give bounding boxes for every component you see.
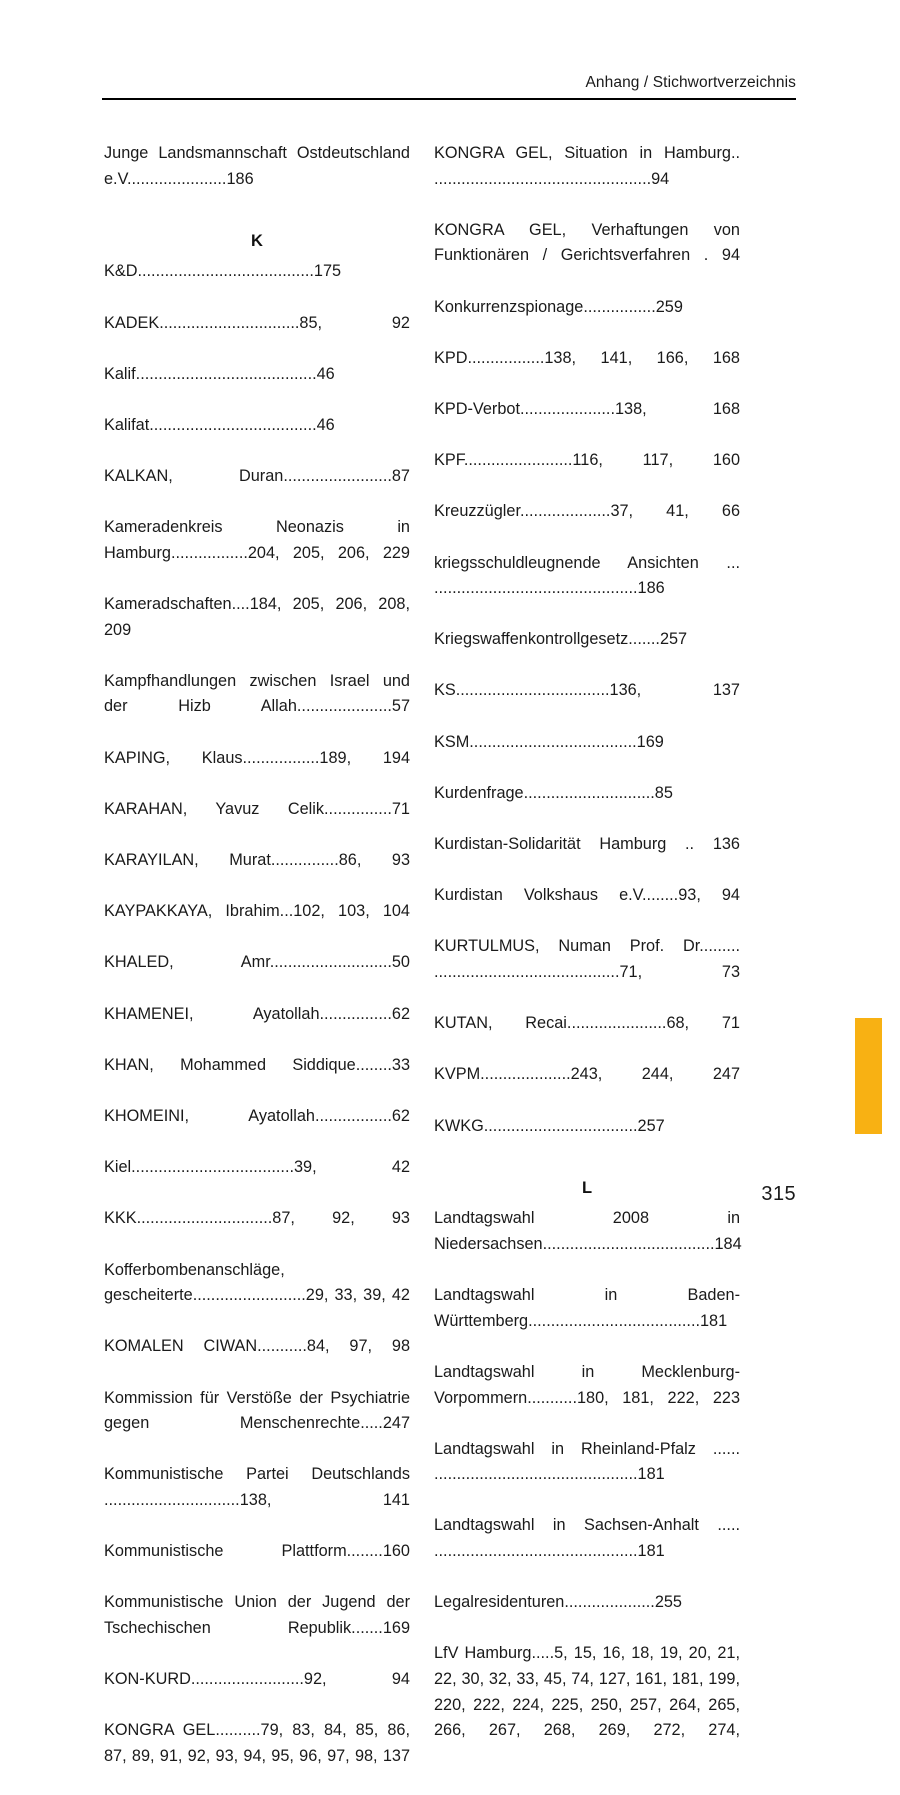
index-entry: KPD-Verbot.....................138, 168 [434, 399, 740, 418]
index-entry: Landtagswahl in Baden-Württemberg......................................181 [434, 1286, 740, 1330]
index-entry: KS..................................136, 137 [434, 681, 740, 700]
index-entry: KHALED, Amr...........................50 [104, 953, 410, 972]
index-entry: Kommunistische Partei Deutschlands ..............................138, 141 [104, 1465, 410, 1509]
index-entry: Kampfhandlungen zwischen Israel und der Hizb Allah.....................57 [104, 671, 410, 716]
index-entry: Kurdistan-Solidarität Hamburg .. 136 [434, 835, 740, 854]
index-entry: Kriegswaffenkontrollgesetz.......257 [434, 630, 688, 649]
index-entry: Landtagswahl 2008 in Niedersachsen......................................184 [434, 1209, 742, 1253]
index-entry: KAPING, Klaus.................189, 194 [104, 748, 410, 767]
index-entry: Konkurrenzspionage................259 [434, 297, 683, 316]
index-letter-heading: K [251, 231, 263, 250]
index-entry: KHAMENEI, Ayatollah................62 [104, 1004, 410, 1023]
index-entry: KADEK...............................85, 92 [104, 313, 410, 332]
index-entry: kriegsschuldleugnende Ansichten ... .............................................186 [434, 553, 740, 598]
page-number: 315 [761, 1183, 796, 1205]
index-entry: Kiel....................................39, 42 [104, 1158, 410, 1177]
index-entry: KHOMEINI, Ayatollah.................62 [104, 1106, 410, 1125]
index-entry: Kreuzzügler....................37, 41, 66 [434, 502, 740, 521]
index-entry: LfV Hamburg.....5, 15, 16, 18, 19, 20, 21, 22, 30, 32, 33, 45, 74, 127, 161, 181, 199, 220, 222, 224, 225, 250, 257, 264, 265, 266, 267, 268, 269, 272, 274, [434, 1644, 740, 1740]
index-entry: Kommunistische Plattform........160 [104, 1542, 410, 1561]
index-entry: Kurdenfrage.............................85 [434, 783, 673, 802]
index-entry: Landtagswahl in Sachsen-Anhalt ..... .............................................181 [434, 1516, 740, 1561]
index-entry: KON-KURD.........................92, 94 [104, 1670, 410, 1689]
index-entry: KARAHAN, Yavuz Celik...............71 [104, 799, 410, 818]
index-entry: KUTAN, Recai......................68, 71 [434, 1014, 740, 1033]
index-entry: KWKG..................................257 [434, 1116, 665, 1135]
index-entry: KHAN, Mohammed Siddique........33 [104, 1055, 410, 1074]
header-rule [102, 98, 796, 100]
index-entry: KOMALEN CIWAN...........84, 97, 98 [104, 1337, 410, 1356]
index-entry: KPF........................116, 117, 160 [434, 451, 740, 470]
index-entry: Kurdistan Volkshaus e.V........93, 94 [434, 886, 740, 905]
index-entry: KALKAN, Duran........................87 [104, 467, 410, 486]
index-entry: Kommunistische Union der Jugend der Tschechischen Republik.......169 [104, 1593, 410, 1637]
index-entry: Kommission für Verstöße der Psychiatrie gegen Menschenrechte.....247 [104, 1388, 410, 1433]
index-entry: KKK..............................87, 92, 93 [104, 1209, 410, 1228]
thumb-tab-marker [855, 1018, 882, 1134]
index-entry: Kalif........................................46 [104, 364, 335, 383]
index-entry: Landtagswahl in Mecklenburg-Vorpommern...........180, 181, 222, 223 [434, 1362, 740, 1407]
index-entry: KURTULMUS, Numan Prof. Dr......... .........................................71, 73 [434, 937, 740, 981]
index-entry: Junge Landsmannschaft Ostdeutschland e.V......................186 [104, 144, 410, 188]
index-entry: Kameradschaften....184, 205, 206, 208, 209 [104, 595, 410, 639]
index-entry: KONGRA GEL..........79, 83, 84, 85, 86, 87, 89, 91, 92, 93, 94, 95, 96, 97, 98, 137 [104, 1721, 410, 1765]
index-entry: K&D.......................................175 [104, 262, 342, 281]
index-entry: KARAYILAN, Murat...............86, 93 [104, 851, 410, 870]
index-entry: KONGRA GEL, Verhaftungen von Funktionären / Gerichtsverfahren . 94 [434, 220, 740, 265]
index-entry: KVPM....................243, 244, 247 [434, 1065, 740, 1084]
index-entry: Legalresidenturen....................255 [434, 1593, 682, 1612]
running-header: Anhang / Stichwortverzeichnis [585, 74, 796, 91]
index-entry: Landtagswahl in Rheinland-Pfalz ...... .............................................181 [434, 1439, 740, 1484]
index-entry: KONGRA GEL, Situation in Hamburg.. ................................................94 [434, 144, 740, 188]
index-letter-heading: L [581, 1178, 593, 1197]
index-entry: KPD.................138, 141, 166, 168 [434, 348, 740, 367]
index-column-right [434, 141, 742, 1740]
index-entry: Kofferbombenanschläge, gescheiterte.........................29, 33, 39, 42 [104, 1260, 410, 1305]
index-entry: Kameradenkreis Neonazis in Hamburg.................204, 205, 206, 229 [104, 518, 410, 562]
index-entry: Kalifat.....................................46 [104, 415, 335, 434]
index-column-left [104, 141, 410, 1765]
index-entry: KAYPAKKAYA, Ibrahim...102, 103, 104 [104, 902, 410, 921]
index-entry: KSM.....................................169 [434, 732, 664, 751]
